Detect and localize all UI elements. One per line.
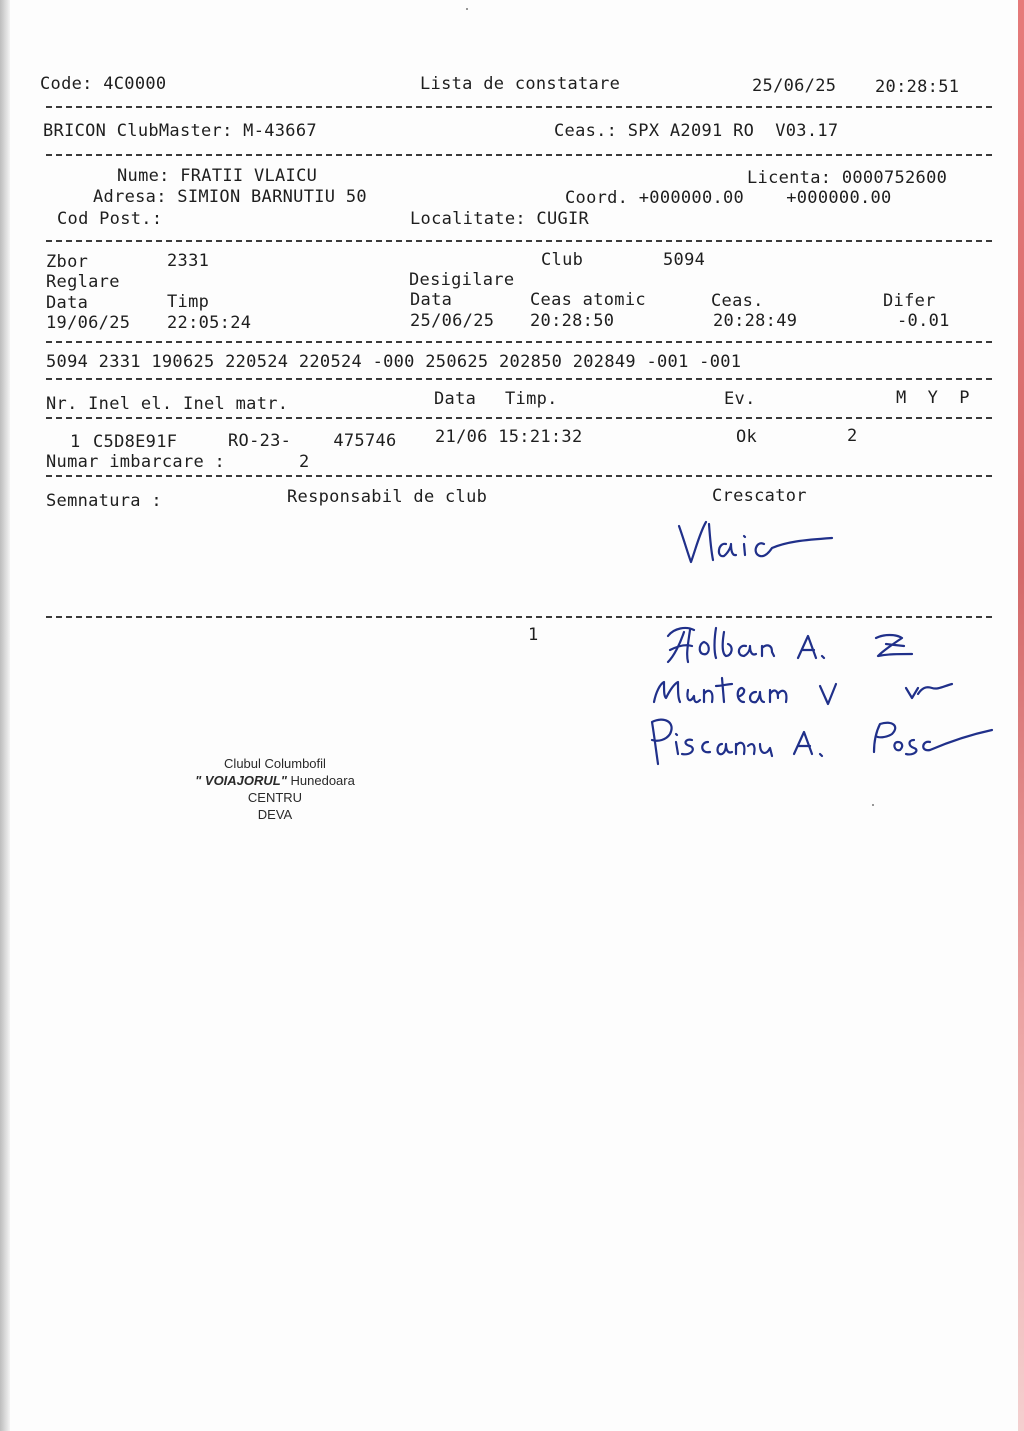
stamp-city: Hunedoara: [286, 773, 355, 788]
separator: [46, 616, 992, 618]
event-status: Ok: [736, 427, 758, 447]
time-header: Timp.: [505, 389, 558, 409]
stamp-line-2: [160, 772, 390, 789]
club-manager-label: Responsabil de club: [287, 487, 488, 507]
owner-name: Nume: FRATII VLAICU: [117, 166, 318, 186]
clock-id: Ceas.: SPX A2091 RO V03.17: [554, 121, 839, 141]
coordinates: Coord. +000000.00 +000000.00: [565, 188, 892, 208]
boarding-label: Numar imbarcare :: [46, 452, 226, 472]
club-label: Club: [541, 250, 584, 270]
flight-label: Zbor: [46, 252, 89, 272]
registration-ring: RO-23- 475746: [228, 431, 397, 451]
postal-code: Cod Post.:: [57, 209, 163, 229]
atomic-clock-header: Ceas atomic: [530, 290, 646, 310]
ring-header: Nr. Inel el. Inel matr.: [46, 394, 289, 414]
unsealing-date-header: Data: [410, 290, 453, 310]
committee-signature-pascanu: [644, 712, 994, 768]
setting-time: 22:05:24: [167, 313, 252, 333]
setting-time-header: Timp: [167, 292, 210, 312]
club-stamp: [160, 755, 390, 823]
committee-signature-holban: [664, 622, 964, 670]
setting-label: Reglare: [46, 272, 120, 292]
page-number: 1: [528, 625, 539, 645]
event-header: Ev.: [724, 389, 756, 409]
header-date: 25/06/25: [752, 76, 837, 96]
date-header: Data: [434, 389, 477, 409]
clock-difference: -0.01: [897, 311, 950, 331]
separator: [46, 417, 992, 419]
unsealing-label: Desigilare: [409, 270, 515, 290]
electronic-ring: C5D8E91F: [93, 432, 178, 452]
clock-time: 20:28:49: [713, 311, 798, 331]
scan-speck: [872, 804, 874, 806]
separator: [46, 475, 992, 477]
stamp-club-name: " VOIAJORUL": [195, 773, 287, 788]
flight-number: 2331: [167, 251, 210, 271]
boarding-count: 2: [299, 452, 310, 472]
breeder-signature: [676, 518, 836, 568]
stamp-line-4: DEVA: [257, 807, 293, 822]
separator: [46, 154, 992, 156]
setting-date: 19/06/25: [46, 313, 131, 333]
scan-edge-right: [1018, 0, 1024, 1431]
setting-date-header: Data: [46, 293, 89, 313]
stamp-line-1: Clubul Columbofil: [224, 756, 326, 771]
difference-header: Difer: [883, 291, 936, 311]
separator: [46, 341, 992, 343]
scan-edge-left: [0, 0, 10, 1431]
clubmaster-id: BRICON ClubMaster: M-43667: [43, 121, 317, 141]
license-number: Licenta: 0000752600: [747, 168, 948, 188]
unsealing-date: 25/06/25: [410, 311, 495, 331]
code-line: 5094 2331 190625 220524 220524 -000 250625 202850 202849 -001 -001: [46, 352, 742, 372]
club-number: 5094: [663, 250, 706, 270]
scan-speck: [466, 8, 468, 10]
committee-signature-munteanu: [650, 672, 960, 712]
owner-address: Adresa: SIMION BARNUTIU 50: [93, 187, 367, 207]
separator: [46, 106, 992, 108]
separator: [46, 240, 992, 242]
document-title: Lista de constatare: [420, 74, 621, 94]
arrival-datetime: 21/06 15:21:32: [435, 427, 583, 447]
code-label: Code: 4C0000: [40, 74, 167, 94]
locality: Localitate: CUGIR: [410, 209, 590, 229]
signature-label: Semnatura :: [46, 491, 162, 511]
header-time: 20:28:51: [875, 77, 960, 97]
clock-header: Ceas.: [711, 291, 764, 311]
row-number: 1: [70, 432, 81, 452]
separator: [46, 378, 992, 380]
breeder-label: Crescator: [712, 486, 807, 506]
m-value: 2: [847, 426, 858, 446]
stamp-line-3: CENTRU: [247, 790, 303, 805]
atomic-clock-time: 20:28:50: [530, 311, 615, 331]
myp-header: M Y P: [896, 388, 970, 408]
